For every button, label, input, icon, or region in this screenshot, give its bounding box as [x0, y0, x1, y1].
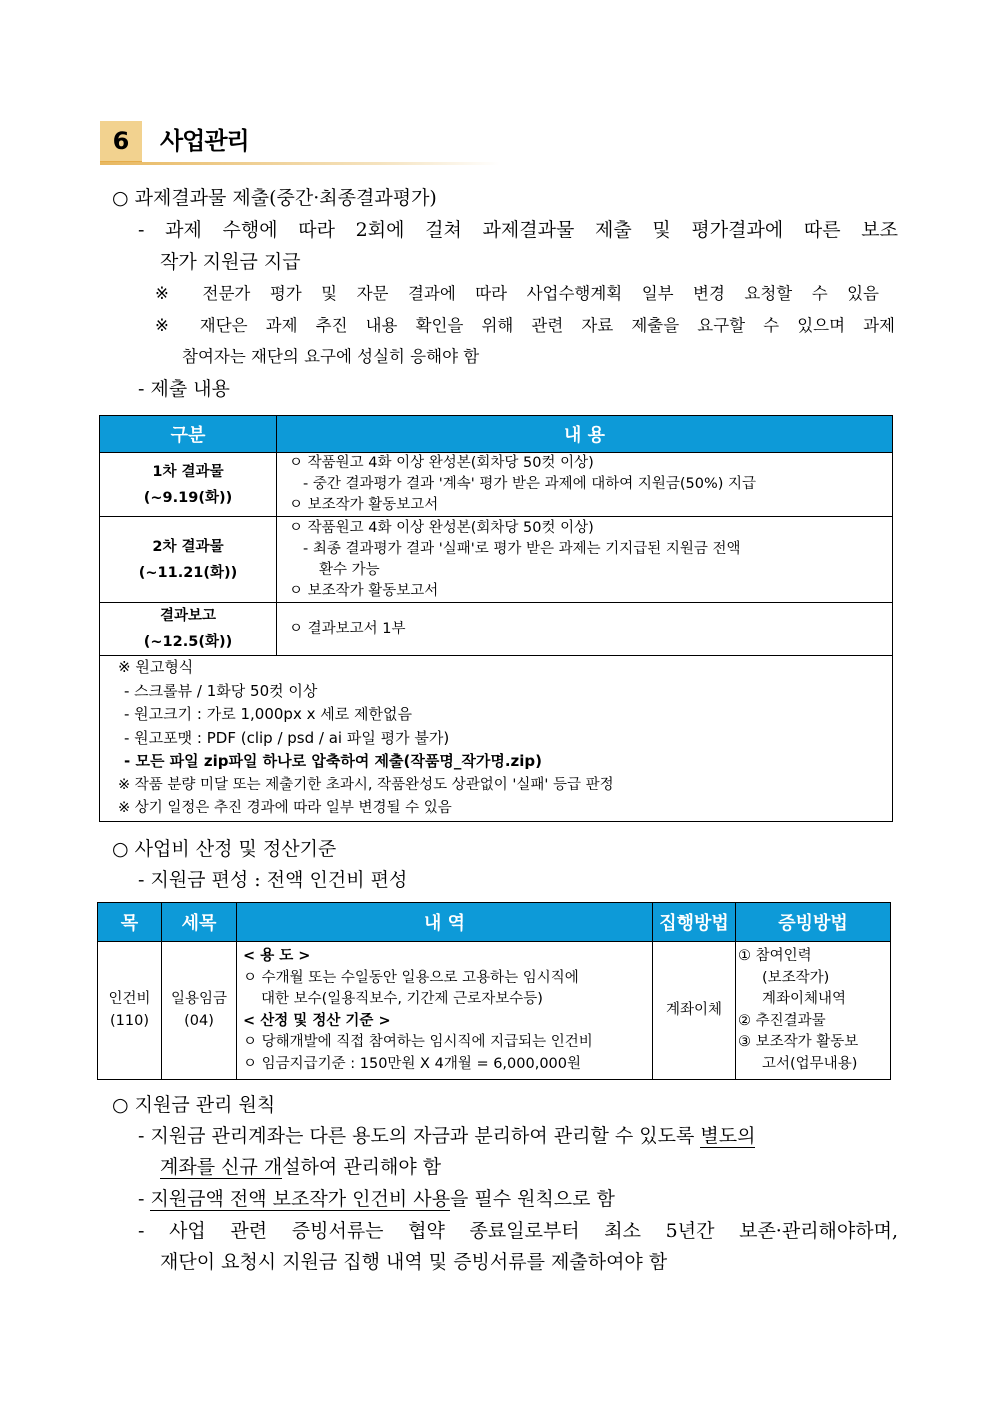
dash-fullamount-underline: 지원금액 전액 보조작가 인건비 사용	[150, 1188, 450, 1210]
table-notes-row	[100, 656, 893, 822]
note-fail-grade: ※ 작품 분량 미달 또는 제출기한 초과시, 작품완성도 상관없이 '실패' 등급 판정	[118, 776, 614, 793]
row2-date: (~11.21(화))	[138, 564, 238, 581]
row2-line2: - 최종 결과평가 결과 '실패'로 평가 받은 과제는 기지급된 지원금 전액	[303, 540, 741, 557]
note-format: ※ 원고형식	[118, 658, 194, 676]
row1-label: 1차 결과물	[152, 463, 224, 480]
dash-account-line1	[138, 1120, 755, 1152]
note-scroll: - 스크롤뷰 / 1화당 50컷 이상	[124, 681, 318, 700]
header-category: 구분	[100, 416, 277, 453]
dash-account-underline1: 별도의	[700, 1125, 756, 1147]
note-foundation-line1: ※ 재단은 과제 추진 내용 확인을 위해 관련 자료 제출을 요구할 수 있으며 과제	[155, 316, 895, 335]
dash-submission-line1: - 과제 수행에 따라 2회에 걸쳐 과제결과물 제출 및 평가결과에 따른 보조	[138, 219, 898, 241]
detail-criteria-title: < 산정 및 정산 기준 >	[243, 1012, 391, 1029]
header-content: 내 용	[277, 416, 893, 453]
mok-label: 인건비	[108, 991, 151, 1007]
row1-date: (~9.19(화))	[143, 489, 233, 506]
semok-label: 일용임금	[170, 991, 228, 1007]
header-mok: 목	[98, 903, 162, 942]
header-detail: 내 역	[237, 903, 653, 942]
proof-line1: ① 참여인력	[738, 948, 812, 964]
method-value: 계좌이체	[653, 942, 736, 1080]
proof-line4: ② 추진결과물	[738, 1012, 826, 1029]
submission-table	[99, 415, 893, 822]
dash-submission-line2: 작가 지원금 지급	[160, 251, 301, 273]
row2-line1: ㅇ 작품원고 4화 이상 완성본(회차당 50컷 이상)	[289, 519, 594, 536]
row3-line1: ㅇ 결과보고서 1부	[289, 620, 406, 637]
table-row	[98, 942, 891, 1080]
row2-line4: ㅇ 보조작가 활동보고서	[289, 582, 439, 599]
proof-line6: 고서(업무내용)	[762, 1055, 858, 1072]
section-underline	[100, 162, 500, 165]
header-semok: 세목	[162, 903, 237, 942]
detail-usage-title: < 용 도 >	[243, 948, 311, 964]
note-zip: - 모든 파일 zip파일 하나로 압축하여 제출(작품명_작가명.zip)	[124, 752, 542, 770]
row2-label: 2차 결과물	[152, 538, 224, 555]
mok-code: (110)	[110, 1012, 149, 1029]
dash-fullamount	[138, 1183, 615, 1215]
dash-account-text2: 설하여 관리해야 함	[282, 1156, 442, 1178]
section-title: 사업관리	[160, 127, 249, 155]
dash-budget: - 지원금 편성 : 전액 인건비 편성	[138, 869, 408, 891]
dash-account-line2	[160, 1151, 441, 1183]
detail-criteria-line1: ㅇ 당해개발에 직접 참여하는 임시직에 지급되는 인건비	[243, 1034, 593, 1050]
dash-account-underline2: 계좌를 신규 개	[160, 1156, 283, 1178]
semok-code: (04)	[184, 1012, 214, 1029]
detail-usage-line1: ㅇ 수개월 또는 수일동안 일용으로 고용하는 임시직에	[243, 969, 579, 986]
section-number: 6	[100, 121, 142, 164]
table-row	[100, 603, 893, 656]
proof-line3: 계좌이체내역	[762, 991, 847, 1007]
detail-criteria-line2: ㅇ 임금지급기준 : 150만원 X 4개월 = 6,000,000원	[243, 1055, 582, 1072]
dash-fullamount-text: 을 필수 원칙으로 함	[449, 1188, 615, 1210]
row2-line3: 환수 가능	[319, 561, 380, 578]
dash-records-line1: - 사업 관련 증빙서류는 협약 종료일로부터 최소 5년간 보존·관리해야하며,	[138, 1220, 898, 1242]
proof-line5: ③ 보조작가 활동보	[738, 1034, 859, 1050]
row3-date: (~12.5(화))	[143, 634, 233, 650]
table-row	[100, 453, 893, 517]
note-schedule: ※ 상기 일정은 추진 경과에 따라 일부 변경될 수 있음	[118, 800, 452, 816]
note-expert-review: ※ 전문가 평가 및 자문 결과에 따라 사업수행계획 일부 변경 요청할 수 있음	[155, 284, 879, 303]
dash-fullamount-dash: -	[138, 1188, 151, 1210]
note-size: - 원고크기 : 가로 1,000px x 세로 제한없음	[124, 705, 412, 723]
row1-line2: - 중간 결과평가 결과 '계속' 평가 받은 과제에 대하여 지원금(50%) 지급	[303, 476, 757, 492]
proof-line2: (보조작가)	[762, 969, 830, 986]
budget-table	[97, 902, 891, 1080]
detail-usage-line2: 대한 보수(일용직보수, 기간제 근로자보수등)	[261, 991, 543, 1007]
table-row	[100, 517, 893, 603]
dash-account-text: - 지원금 관리계좌는 다른 용도의 자금과 분리하여 관리할 수 있도록	[138, 1125, 701, 1147]
row3-label: 결과보고	[159, 608, 217, 624]
note-format-pdf: - 원고포맷 : PDF (clip / psd / ai 파일 평가 불가)	[124, 728, 450, 747]
row1-line1: ㅇ 작품원고 4화 이상 완성본(회차당 50컷 이상)	[289, 455, 594, 471]
bullet-budget: ○ 사업비 산정 및 정산기준	[112, 838, 337, 860]
dash-records-line2: 재단이 요청시 지원금 집행 내역 및 증빙서류를 제출하여야 함	[160, 1251, 668, 1273]
bullet-management: ○ 지원금 관리 원칙	[112, 1094, 276, 1116]
bullet-submission: ○ 과제결과물 제출(중간·최종결과평가)	[112, 187, 437, 209]
dash-submission-contents: - 제출 내용	[138, 378, 230, 400]
row1-line3: ㅇ 보조작가 활동보고서	[289, 497, 439, 513]
note-foundation-line2: 참여자는 재단의 요구에 성실히 응해야 함	[182, 347, 480, 366]
header-method: 집행방법	[653, 903, 736, 942]
header-proof: 증빙방법	[736, 903, 891, 942]
